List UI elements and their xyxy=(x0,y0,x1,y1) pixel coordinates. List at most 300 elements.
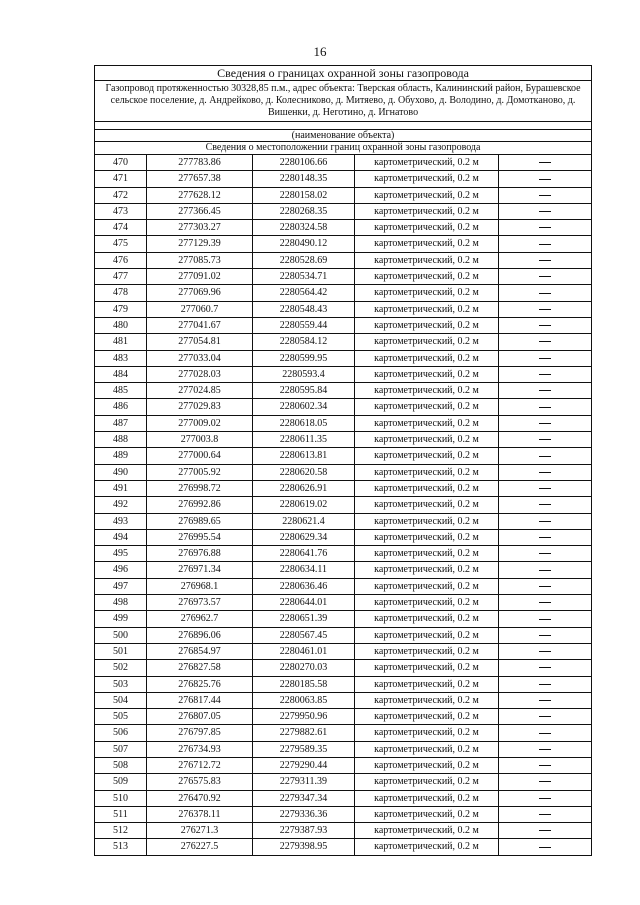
y-coordinate-cell: 2280626.91 xyxy=(253,480,355,496)
point-number-cell: 497 xyxy=(95,578,147,594)
point-number-cell: 484 xyxy=(95,366,147,382)
point-number-cell: 485 xyxy=(95,383,147,399)
point-number-cell: 507 xyxy=(95,741,147,757)
method-cell: картометрический, 0.2 м xyxy=(355,823,499,839)
point-number-cell: 504 xyxy=(95,692,147,708)
point-number-cell: 493 xyxy=(95,513,147,529)
table-row xyxy=(95,317,592,333)
table-row xyxy=(95,366,592,382)
x-coordinate-cell: 277000.64 xyxy=(147,448,253,464)
method-cell: картометрический, 0.2 м xyxy=(355,350,499,366)
method-cell: картометрический, 0.2 м xyxy=(355,692,499,708)
table-row xyxy=(95,415,592,431)
table-row xyxy=(95,187,592,203)
dash-mark xyxy=(539,276,551,277)
x-coordinate-cell: 277085.73 xyxy=(147,252,253,268)
x-coordinate-cell: 277024.85 xyxy=(147,383,253,399)
point-number-cell: 490 xyxy=(95,464,147,480)
x-coordinate-cell: 276470.92 xyxy=(147,790,253,806)
description-cell xyxy=(499,220,592,236)
method-cell: картометрический, 0.2 м xyxy=(355,155,499,171)
dash-mark xyxy=(539,781,551,782)
description-cell xyxy=(499,269,592,285)
point-number-cell: 480 xyxy=(95,317,147,333)
table-row xyxy=(95,774,592,790)
point-number-cell: 505 xyxy=(95,709,147,725)
method-cell: картометрический, 0.2 м xyxy=(355,252,499,268)
point-number-cell: 502 xyxy=(95,660,147,676)
method-cell: картометрический, 0.2 м xyxy=(355,285,499,301)
section-title: Сведения о местоположении границ охранной зоны газопровода xyxy=(95,142,592,155)
y-coordinate-cell: 2280490.12 xyxy=(253,236,355,252)
method-cell: картометрический, 0.2 м xyxy=(355,171,499,187)
table-row xyxy=(95,285,592,301)
method-cell: картометрический, 0.2 м xyxy=(355,595,499,611)
table-row xyxy=(95,839,592,855)
description-cell xyxy=(499,757,592,773)
description-cell xyxy=(499,709,592,725)
method-cell: картометрический, 0.2 м xyxy=(355,301,499,317)
point-number-cell: 512 xyxy=(95,823,147,839)
method-cell: картометрический, 0.2 м xyxy=(355,497,499,513)
y-coordinate-cell: 2280185.58 xyxy=(253,676,355,692)
dash-mark xyxy=(539,488,551,489)
dash-mark xyxy=(539,358,551,359)
y-coordinate-cell: 2280564.42 xyxy=(253,285,355,301)
point-number-cell: 491 xyxy=(95,480,147,496)
x-coordinate-cell: 276896.06 xyxy=(147,627,253,643)
x-coordinate-cell: 276817.44 xyxy=(147,692,253,708)
method-cell: картометрический, 0.2 м xyxy=(355,220,499,236)
point-number-cell: 501 xyxy=(95,643,147,659)
x-coordinate-cell: 276712.72 xyxy=(147,757,253,773)
point-number-cell: 498 xyxy=(95,595,147,611)
dash-mark xyxy=(539,830,551,831)
description-cell xyxy=(499,774,592,790)
point-number-cell: 503 xyxy=(95,676,147,692)
y-coordinate-cell: 2280618.05 xyxy=(253,415,355,431)
description-cell xyxy=(499,741,592,757)
x-coordinate-cell: 276989.65 xyxy=(147,513,253,529)
x-coordinate-cell: 276968.1 xyxy=(147,578,253,594)
description-cell xyxy=(499,334,592,350)
x-coordinate-cell: 277009.02 xyxy=(147,415,253,431)
object-description-row xyxy=(95,81,592,122)
description-cell xyxy=(499,203,592,219)
point-number-cell: 479 xyxy=(95,301,147,317)
table-row xyxy=(95,497,592,513)
x-coordinate-cell: 276976.88 xyxy=(147,546,253,562)
description-cell xyxy=(499,432,592,448)
x-coordinate-cell: 277029.83 xyxy=(147,399,253,415)
description-cell xyxy=(499,497,592,513)
method-cell: картометрический, 0.2 м xyxy=(355,774,499,790)
description-cell xyxy=(499,806,592,822)
method-cell: картометрический, 0.2 м xyxy=(355,839,499,855)
x-coordinate-cell: 276995.54 xyxy=(147,529,253,545)
point-number-cell: 499 xyxy=(95,611,147,627)
description-cell xyxy=(499,839,592,855)
description-cell xyxy=(499,317,592,333)
x-coordinate-cell: 277005.92 xyxy=(147,464,253,480)
dash-mark xyxy=(539,472,551,473)
table-row xyxy=(95,676,592,692)
x-coordinate-cell: 276575.83 xyxy=(147,774,253,790)
y-coordinate-cell: 2279398.95 xyxy=(253,839,355,855)
y-coordinate-cell: 2280148.35 xyxy=(253,171,355,187)
description-cell xyxy=(499,252,592,268)
description-cell xyxy=(499,611,592,627)
table-row xyxy=(95,823,592,839)
point-number-cell: 474 xyxy=(95,220,147,236)
point-number-cell: 492 xyxy=(95,497,147,513)
method-cell: картометрический, 0.2 м xyxy=(355,383,499,399)
description-cell xyxy=(499,676,592,692)
point-number-cell: 506 xyxy=(95,725,147,741)
description-cell xyxy=(499,562,592,578)
page-number: 16 xyxy=(313,44,327,59)
y-coordinate-cell: 2280619.02 xyxy=(253,497,355,513)
point-number-cell: 475 xyxy=(95,236,147,252)
point-number-cell: 511 xyxy=(95,806,147,822)
x-coordinate-cell: 277129.39 xyxy=(147,236,253,252)
table-row xyxy=(95,643,592,659)
table-row xyxy=(95,432,592,448)
y-coordinate-cell: 2279290.44 xyxy=(253,757,355,773)
dash-mark xyxy=(539,667,551,668)
x-coordinate-cell: 277091.02 xyxy=(147,269,253,285)
description-cell xyxy=(499,350,592,366)
method-cell: картометрический, 0.2 м xyxy=(355,317,499,333)
y-coordinate-cell: 2280559.44 xyxy=(253,317,355,333)
method-cell: картометрический, 0.2 м xyxy=(355,432,499,448)
table-row xyxy=(95,627,592,643)
table-row xyxy=(95,611,592,627)
point-number-cell: 476 xyxy=(95,252,147,268)
table-title-row xyxy=(95,66,592,81)
y-coordinate-cell: 2279336.36 xyxy=(253,806,355,822)
method-cell: картометрический, 0.2 м xyxy=(355,611,499,627)
object-caption: (наименование объекта) xyxy=(95,130,592,142)
dash-mark xyxy=(539,162,551,163)
point-number-cell: 510 xyxy=(95,790,147,806)
dash-mark xyxy=(539,456,551,457)
description-cell xyxy=(499,171,592,187)
dash-mark xyxy=(539,374,551,375)
y-coordinate-cell: 2279347.34 xyxy=(253,790,355,806)
y-coordinate-cell: 2279882.61 xyxy=(253,725,355,741)
x-coordinate-cell: 277657.38 xyxy=(147,171,253,187)
boundary-table xyxy=(94,65,592,856)
y-coordinate-cell: 2280158.02 xyxy=(253,187,355,203)
table-row xyxy=(95,448,592,464)
method-cell: картометрический, 0.2 м xyxy=(355,236,499,252)
dash-mark xyxy=(539,684,551,685)
method-cell: картометрический, 0.2 м xyxy=(355,334,499,350)
table-row xyxy=(95,578,592,594)
description-cell xyxy=(499,187,592,203)
x-coordinate-cell: 277028.03 xyxy=(147,366,253,382)
y-coordinate-cell: 2280528.69 xyxy=(253,252,355,268)
point-number-cell: 473 xyxy=(95,203,147,219)
y-coordinate-cell: 2280620.58 xyxy=(253,464,355,480)
table-row xyxy=(95,464,592,480)
x-coordinate-cell: 276973.57 xyxy=(147,595,253,611)
method-cell: картометрический, 0.2 м xyxy=(355,448,499,464)
point-number-cell: 470 xyxy=(95,155,147,171)
dash-mark xyxy=(539,847,551,848)
table-row xyxy=(95,252,592,268)
table-title: Сведения о границах охранной зоны газопровода xyxy=(95,66,592,81)
table-row xyxy=(95,203,592,219)
dash-mark xyxy=(539,749,551,750)
point-number-cell: 483 xyxy=(95,350,147,366)
x-coordinate-cell: 277628.12 xyxy=(147,187,253,203)
method-cell: картометрический, 0.2 м xyxy=(355,578,499,594)
description-cell xyxy=(499,480,592,496)
description-cell xyxy=(499,383,592,399)
point-number-cell: 495 xyxy=(95,546,147,562)
spacer-cell xyxy=(95,122,592,130)
method-cell: картометрический, 0.2 м xyxy=(355,709,499,725)
y-coordinate-cell: 2280270.03 xyxy=(253,660,355,676)
x-coordinate-cell: 277041.67 xyxy=(147,317,253,333)
y-coordinate-cell: 2280636.46 xyxy=(253,578,355,594)
table-body xyxy=(95,66,592,856)
description-cell xyxy=(499,627,592,643)
method-cell: картометрический, 0.2 м xyxy=(355,513,499,529)
table-row xyxy=(95,790,592,806)
table-row xyxy=(95,806,592,822)
dash-mark xyxy=(539,814,551,815)
x-coordinate-cell: 277783.86 xyxy=(147,155,253,171)
table-row xyxy=(95,757,592,773)
description-cell xyxy=(499,692,592,708)
table-row xyxy=(95,269,592,285)
dash-mark xyxy=(539,537,551,538)
description-cell xyxy=(499,513,592,529)
description-cell xyxy=(499,578,592,594)
method-cell: картометрический, 0.2 м xyxy=(355,627,499,643)
dash-mark xyxy=(539,227,551,228)
description-cell xyxy=(499,415,592,431)
y-coordinate-cell: 2280461.01 xyxy=(253,643,355,659)
y-coordinate-cell: 2280106.66 xyxy=(253,155,355,171)
description-cell xyxy=(499,725,592,741)
x-coordinate-cell: 276378.11 xyxy=(147,806,253,822)
table-row xyxy=(95,513,592,529)
table-row xyxy=(95,301,592,317)
dash-mark xyxy=(539,211,551,212)
method-cell: картометрический, 0.2 м xyxy=(355,187,499,203)
description-cell xyxy=(499,823,592,839)
dash-mark xyxy=(539,504,551,505)
description-cell xyxy=(499,790,592,806)
dash-mark xyxy=(539,390,551,391)
description-cell xyxy=(499,448,592,464)
method-cell: картометрический, 0.2 м xyxy=(355,660,499,676)
x-coordinate-cell: 277069.96 xyxy=(147,285,253,301)
dash-mark xyxy=(539,602,551,603)
description-cell xyxy=(499,366,592,382)
method-cell: картометрический, 0.2 м xyxy=(355,366,499,382)
point-number-cell: 494 xyxy=(95,529,147,545)
x-coordinate-cell: 277033.04 xyxy=(147,350,253,366)
x-coordinate-cell: 277003.8 xyxy=(147,432,253,448)
y-coordinate-cell: 2280641.76 xyxy=(253,546,355,562)
dash-mark xyxy=(539,635,551,636)
point-number-cell: 509 xyxy=(95,774,147,790)
point-number-cell: 471 xyxy=(95,171,147,187)
description-cell xyxy=(499,546,592,562)
object-caption-row xyxy=(95,130,592,142)
y-coordinate-cell: 2280548.43 xyxy=(253,301,355,317)
y-coordinate-cell: 2280634.11 xyxy=(253,562,355,578)
table-row xyxy=(95,334,592,350)
point-number-cell: 478 xyxy=(95,285,147,301)
x-coordinate-cell: 277060.7 xyxy=(147,301,253,317)
point-number-cell: 481 xyxy=(95,334,147,350)
method-cell: картометрический, 0.2 м xyxy=(355,741,499,757)
point-number-cell: 500 xyxy=(95,627,147,643)
table-row xyxy=(95,595,592,611)
x-coordinate-cell: 276825.76 xyxy=(147,676,253,692)
table-row xyxy=(95,399,592,415)
dash-mark xyxy=(539,439,551,440)
table-row xyxy=(95,220,592,236)
method-cell: картометрический, 0.2 м xyxy=(355,203,499,219)
description-cell xyxy=(499,529,592,545)
table-row xyxy=(95,171,592,187)
dash-mark xyxy=(539,733,551,734)
method-cell: картометрический, 0.2 м xyxy=(355,757,499,773)
point-number-cell: 472 xyxy=(95,187,147,203)
x-coordinate-cell: 277303.27 xyxy=(147,220,253,236)
table-row xyxy=(95,741,592,757)
table-row xyxy=(95,562,592,578)
dash-mark xyxy=(539,293,551,294)
point-number-cell: 477 xyxy=(95,269,147,285)
method-cell: картометрический, 0.2 м xyxy=(355,676,499,692)
method-cell: картометрический, 0.2 м xyxy=(355,415,499,431)
y-coordinate-cell: 2280595.84 xyxy=(253,383,355,399)
description-cell xyxy=(499,155,592,171)
table-row xyxy=(95,155,592,171)
table-row xyxy=(95,236,592,252)
description-cell xyxy=(499,285,592,301)
description-cell xyxy=(499,595,592,611)
dash-mark xyxy=(539,521,551,522)
point-number-cell: 508 xyxy=(95,757,147,773)
x-coordinate-cell: 276797.85 xyxy=(147,725,253,741)
point-number-cell: 487 xyxy=(95,415,147,431)
method-cell: картометрический, 0.2 м xyxy=(355,269,499,285)
y-coordinate-cell: 2280268.35 xyxy=(253,203,355,219)
dash-mark xyxy=(539,325,551,326)
y-coordinate-cell: 2280629.34 xyxy=(253,529,355,545)
y-coordinate-cell: 2280613.81 xyxy=(253,448,355,464)
description-cell xyxy=(499,643,592,659)
method-cell: картометрический, 0.2 м xyxy=(355,529,499,545)
dash-mark xyxy=(539,798,551,799)
y-coordinate-cell: 2279311.39 xyxy=(253,774,355,790)
table-row xyxy=(95,480,592,496)
y-coordinate-cell: 2280621.4 xyxy=(253,513,355,529)
table-row xyxy=(95,529,592,545)
point-number-cell: 489 xyxy=(95,448,147,464)
dash-mark xyxy=(539,423,551,424)
dash-mark xyxy=(539,765,551,766)
method-cell: картометрический, 0.2 м xyxy=(355,806,499,822)
table-row xyxy=(95,692,592,708)
description-cell xyxy=(499,399,592,415)
y-coordinate-cell: 2279950.96 xyxy=(253,709,355,725)
point-number-cell: 513 xyxy=(95,839,147,855)
y-coordinate-cell: 2280063.85 xyxy=(253,692,355,708)
y-coordinate-cell: 2279589.35 xyxy=(253,741,355,757)
x-coordinate-cell: 276827.58 xyxy=(147,660,253,676)
dash-mark xyxy=(539,244,551,245)
x-coordinate-cell: 276734.93 xyxy=(147,741,253,757)
object-description: Газопровод протяженностью 30328,85 п.м., адрес объекта: Тверская область, Калининский район, Бурашевское сельское поселение, д. Андрейково, д. Колесниково, д. Митяево, д. Обухово, д. Володино, д. Домотканово, д. Вишенки, д. Неготино, д. Игнатово xyxy=(95,81,592,122)
x-coordinate-cell: 276854.97 xyxy=(147,643,253,659)
y-coordinate-cell: 2280602.34 xyxy=(253,399,355,415)
method-cell: картометрический, 0.2 м xyxy=(355,790,499,806)
y-coordinate-cell: 2280593.4 xyxy=(253,366,355,382)
description-cell xyxy=(499,660,592,676)
method-cell: картометрический, 0.2 м xyxy=(355,464,499,480)
dash-mark xyxy=(539,179,551,180)
y-coordinate-cell: 2280567.45 xyxy=(253,627,355,643)
y-coordinate-cell: 2280599.95 xyxy=(253,350,355,366)
dash-mark xyxy=(539,651,551,652)
point-number-cell: 496 xyxy=(95,562,147,578)
x-coordinate-cell: 277366.45 xyxy=(147,203,253,219)
spacer-row xyxy=(95,122,592,130)
dash-mark xyxy=(539,341,551,342)
dash-mark xyxy=(539,260,551,261)
method-cell: картометрический, 0.2 м xyxy=(355,480,499,496)
dash-mark xyxy=(539,553,551,554)
method-cell: картометрический, 0.2 м xyxy=(355,725,499,741)
x-coordinate-cell: 276807.05 xyxy=(147,709,253,725)
y-coordinate-cell: 2280534.71 xyxy=(253,269,355,285)
y-coordinate-cell: 2280644.01 xyxy=(253,595,355,611)
method-cell: картометрический, 0.2 м xyxy=(355,399,499,415)
table-row xyxy=(95,709,592,725)
x-coordinate-cell: 276998.72 xyxy=(147,480,253,496)
x-coordinate-cell: 277054.81 xyxy=(147,334,253,350)
y-coordinate-cell: 2280611.35 xyxy=(253,432,355,448)
method-cell: картометрический, 0.2 м xyxy=(355,546,499,562)
table-row xyxy=(95,660,592,676)
x-coordinate-cell: 276962.7 xyxy=(147,611,253,627)
dash-mark xyxy=(539,570,551,571)
x-coordinate-cell: 276227.5 xyxy=(147,839,253,855)
x-coordinate-cell: 276992.86 xyxy=(147,497,253,513)
point-number-cell: 488 xyxy=(95,432,147,448)
dash-mark xyxy=(539,407,551,408)
description-cell xyxy=(499,301,592,317)
table-row xyxy=(95,383,592,399)
dash-mark xyxy=(539,309,551,310)
method-cell: картометрический, 0.2 м xyxy=(355,643,499,659)
description-cell xyxy=(499,236,592,252)
table-row xyxy=(95,725,592,741)
y-coordinate-cell: 2279387.93 xyxy=(253,823,355,839)
x-coordinate-cell: 276971.34 xyxy=(147,562,253,578)
dash-mark xyxy=(539,700,551,701)
